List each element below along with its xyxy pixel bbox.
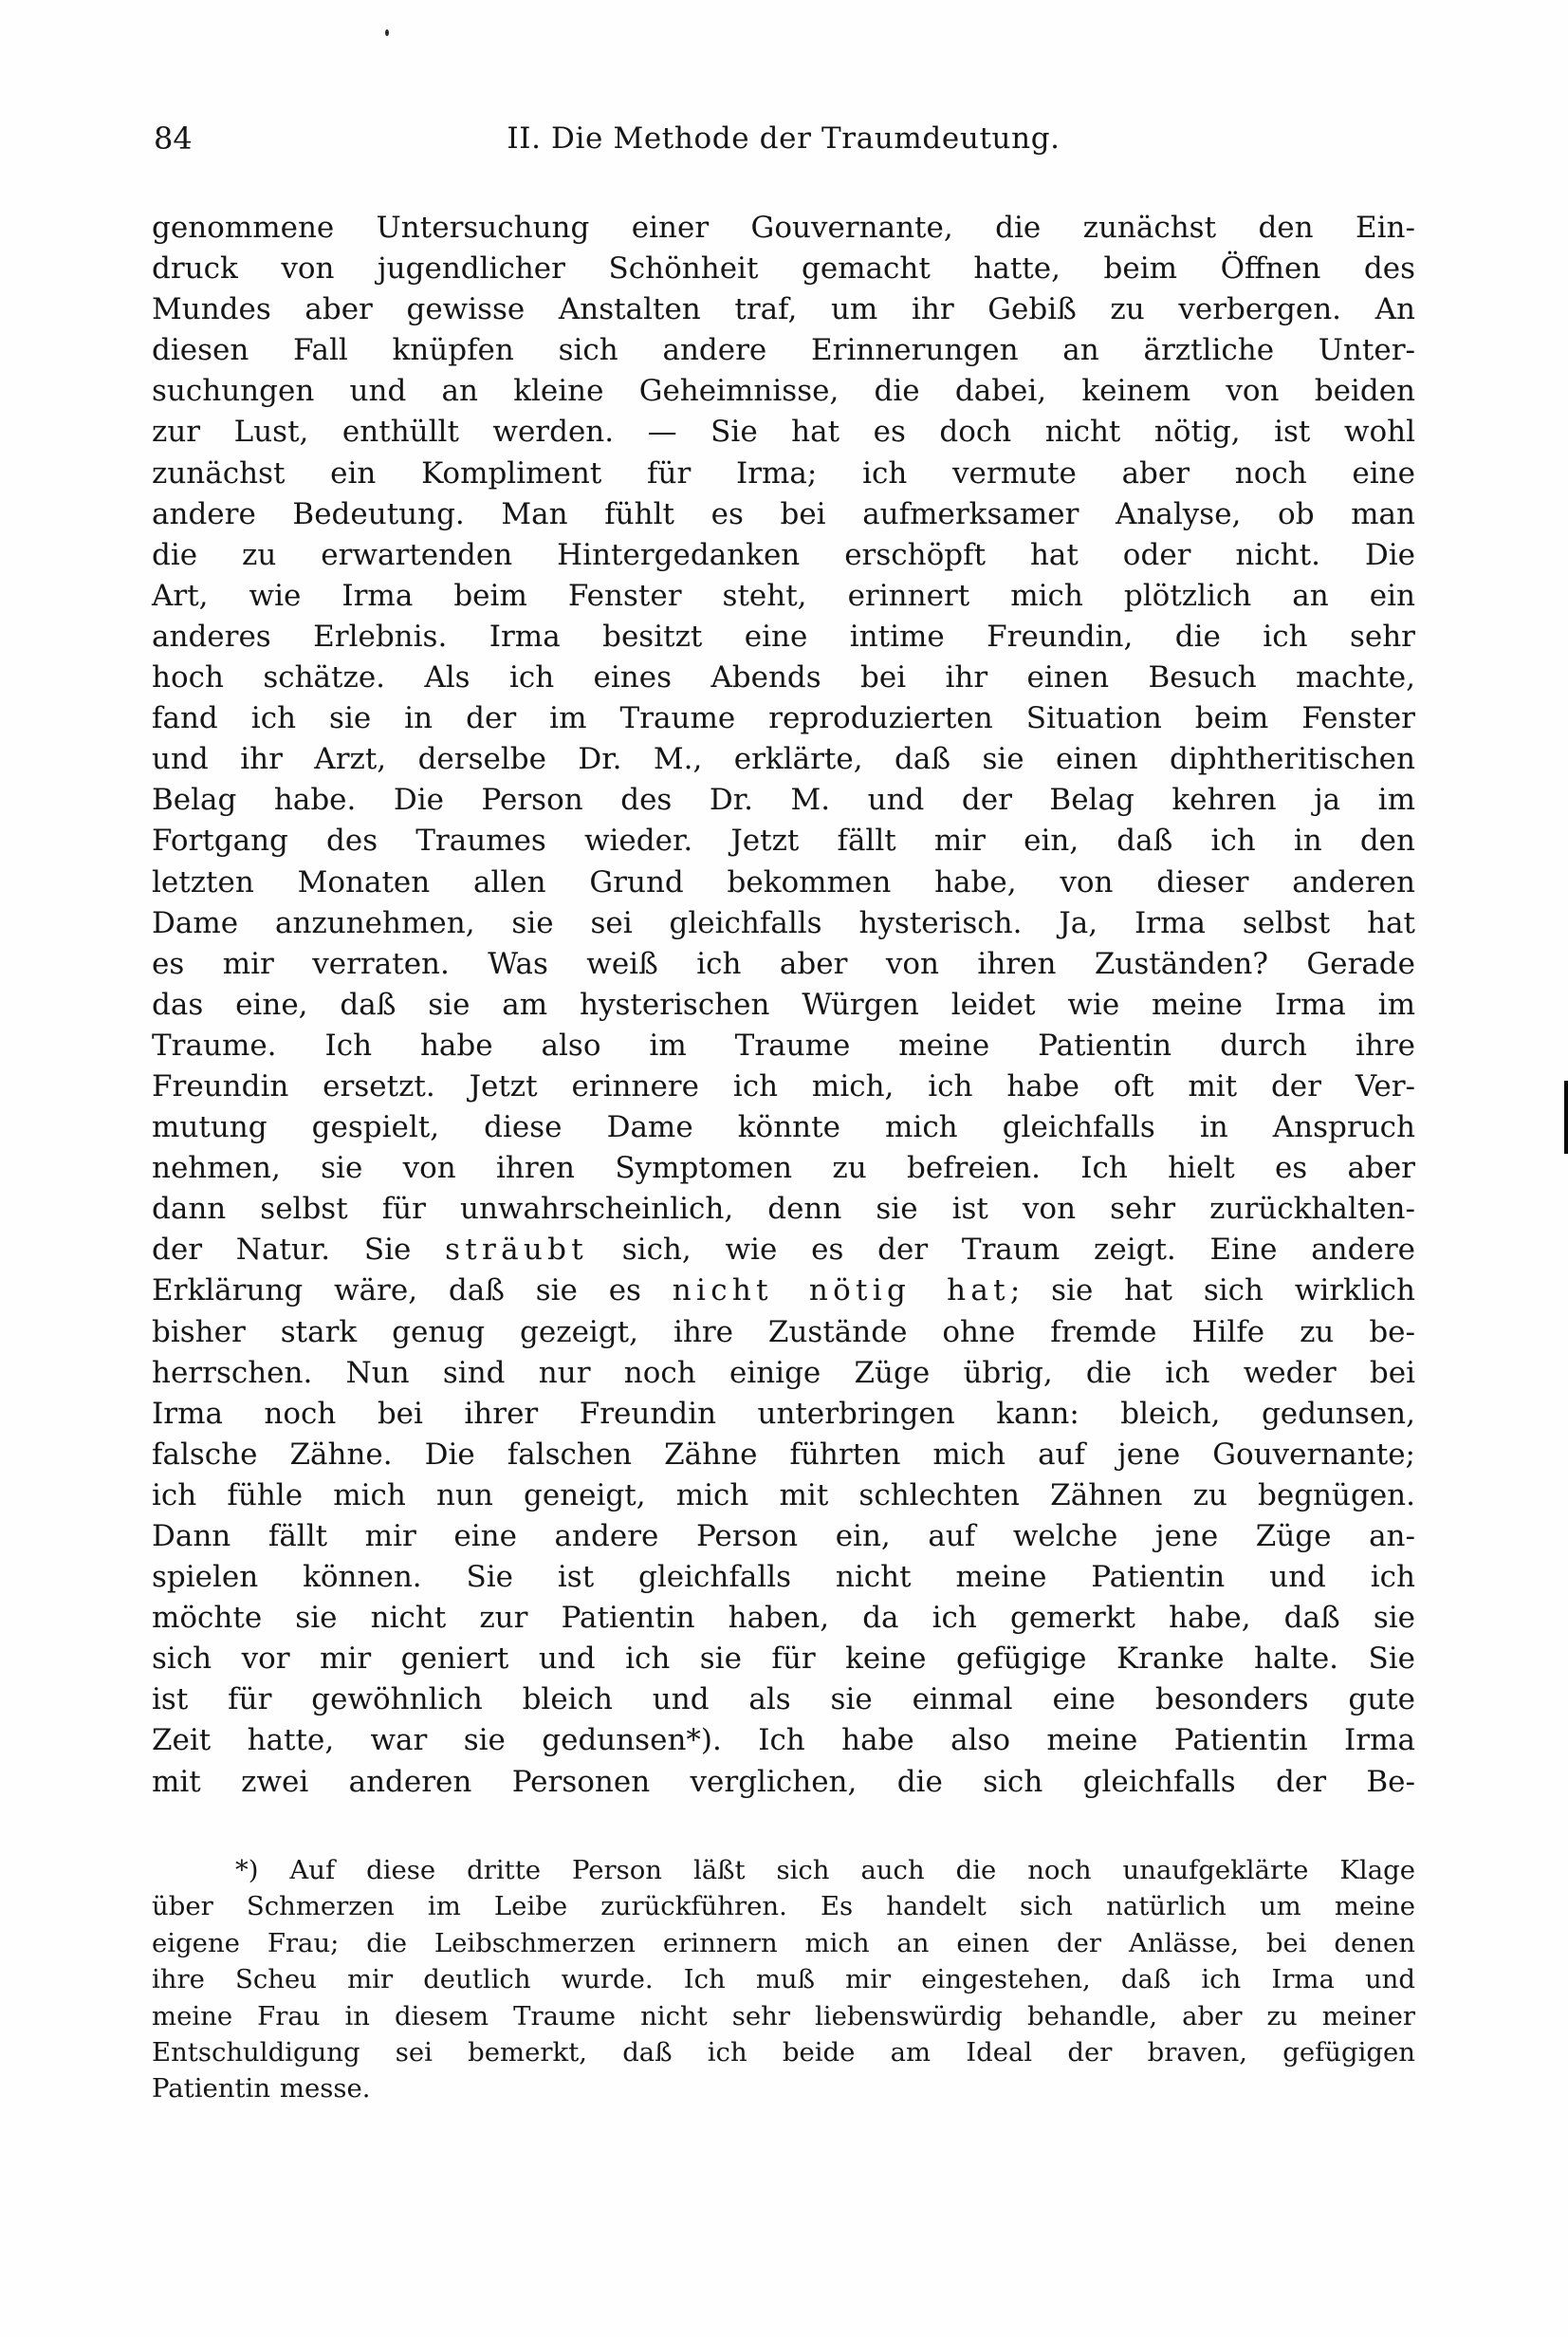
scan-speck bbox=[385, 29, 389, 36]
text-line: herrschen. Nun sind nur noch einige Züge übrig, die ich weder bei bbox=[152, 1355, 1415, 1390]
text-line: das eine, daß sie am hysterischen Würgen leidet wie meine Irma im bbox=[152, 987, 1415, 1022]
text-line: sich vor mir geniert und ich sie für keine gefügige Kranke halte. Sie bbox=[152, 1641, 1415, 1677]
page-header bbox=[152, 121, 1415, 156]
text-line: Dann fällt mir eine andere Person ein, auf welche jene Züge an- bbox=[152, 1519, 1415, 1553]
text-line: die zu erwartenden Hintergedanken erschöpft hat oder nicht. Die bbox=[152, 537, 1415, 572]
footnote bbox=[152, 1852, 1415, 2107]
text-line: andere Bedeutung. Man fühlt es bei aufmerksamer Analyse, ob man bbox=[152, 496, 1415, 531]
text-line: Traume. Ich habe also im Traume meine Patientin durch ihre bbox=[152, 1028, 1415, 1063]
text-line: meine Frau in diesem Traume nicht sehr liebenswürdig behandle, aber zu meiner bbox=[152, 2000, 1415, 2031]
text-line: Fortgang des Traumes wieder. Jetzt fällt mir ein, daß ich in den bbox=[152, 824, 1415, 859]
text-line: Irma noch bei ihrer Freundin unterbringen kann: bleich, gedunsen, bbox=[152, 1396, 1415, 1431]
text-line: möchte sie nicht zur Patientin haben, da ich gemerkt habe, daß sie bbox=[152, 1601, 1415, 1636]
text-line: druck von jugendlicher Schönheit gemacht hatte, beim Öffnen des bbox=[152, 251, 1415, 287]
text-line: Freundin ersetzt. Jetzt erinnere ich mich, ich habe oft mit der Ver- bbox=[152, 1068, 1415, 1104]
text-line: spielen können. Sie ist gleichfalls nicht meine Patientin und ich bbox=[152, 1560, 1415, 1595]
text-line: es mir verraten. Was weiß ich aber von ihren Zuständen? Gerade bbox=[152, 946, 1415, 981]
text-line: über Schmerzen im Leibe zurückführen. Es handelt sich natürlich um meine bbox=[152, 1891, 1415, 1922]
text-line: zur Lust, enthüllt werden. — Sie hat es doch nicht nötig, ist wohl bbox=[152, 415, 1415, 450]
text-line: dann selbst für unwahrscheinlich, denn sie ist von sehr zurückhalten- bbox=[152, 1192, 1415, 1227]
text-line: zunächst ein Kompliment für Irma; ich vermute aber noch eine bbox=[152, 455, 1415, 491]
page-number: 84 bbox=[154, 121, 193, 157]
text-line: Dame anzunehmen, sie sei gleichfalls hysterisch. Ja, Irma selbst hat bbox=[152, 905, 1415, 940]
text-line: *) Auf diese dritte Person läßt sich auch die noch unaufgeklärte Klage bbox=[235, 1855, 1415, 1885]
text-line: eigene Frau; die Leibschmerzen erinnern mich an einen der Anlässe, bei denen bbox=[152, 1927, 1415, 1958]
text-line: und ihr Arzt, derselbe Dr. M., erklärte, daß sie einen diphtheritischen bbox=[152, 742, 1415, 777]
text-line: falsche Zähne. Die falschen Zähne führten mich auf jene Gouvernante; bbox=[152, 1437, 1415, 1472]
text-line: Mundes aber gewisse Anstalten traf, um ihr Gebiß zu verbergen. An bbox=[152, 292, 1415, 327]
text-line: Entschuldigung sei bemerkt, daß ich beide am Ideal der braven, gefügigen bbox=[152, 2037, 1415, 2068]
text-line: fand ich sie in der im Traume reproduzierten Situation beim Fenster bbox=[152, 701, 1415, 736]
text-line: Belag habe. Die Person des Dr. M. und der Belag kehren ja im bbox=[152, 783, 1415, 818]
text-line: bisher stark genug gezeigt, ihre Zustände ohne fremde Hilfe zu be- bbox=[152, 1314, 1415, 1349]
text-line: Erklärung wäre, daß sie es nicht nötig hat; sie hat sich wirklich bbox=[152, 1273, 1415, 1308]
text-line: Art, wie Irma beim Fenster steht, erinnert mich plötzlich an ein bbox=[152, 578, 1415, 613]
text-line: letzten Monaten allen Grund bekommen habe, von dieser anderen bbox=[152, 864, 1415, 900]
text-line: Zeit hatte, war sie gedunsen*). Ich habe also meine Patientin Irma bbox=[152, 1723, 1415, 1758]
text-line: suchungen und an kleine Geheimnisse, die dabei, keinem von beiden bbox=[152, 374, 1415, 409]
text-line: Patientin messe. bbox=[152, 2073, 371, 2105]
text-line: ich fühle mich nun geneigt, mich mit schlechten Zähnen zu begnügen. bbox=[152, 1477, 1415, 1512]
text-line: hoch schätze. Als ich eines Abends bei ihr einen Besuch machte, bbox=[152, 660, 1415, 696]
running-title: II. Die Methode der Traumdeutung. bbox=[507, 121, 1061, 156]
text-line: nehmen, sie von ihren Symptomen zu befreien. Ich hielt es aber bbox=[152, 1151, 1415, 1186]
text-line: genommene Untersuchung einer Gouvernante, die zunächst den Ein- bbox=[152, 211, 1415, 245]
text-line: diesen Fall knüpfen sich andere Erinnerungen an ärztliche Unter- bbox=[152, 333, 1415, 368]
text-line: der Natur. Sie sträubt sich, wie es der Traum zeigt. Eine andere bbox=[152, 1233, 1415, 1268]
main-text bbox=[152, 208, 1415, 1803]
text-line: anderes Erlebnis. Irma besitzt eine intime Freundin, die ich sehr bbox=[152, 619, 1415, 654]
text-line: mit zwei anderen Personen verglichen, die sich gleichfalls der Be- bbox=[152, 1764, 1415, 1799]
text-line: mutung gespielt, diese Dame könnte mich gleichfalls in Anspruch bbox=[152, 1110, 1415, 1145]
text-line: ihre Scheu mir deutlich wurde. Ich muß mir eingestehen, daß ich Irma und bbox=[152, 1964, 1415, 1995]
text-line: ist für gewöhnlich bleich und als sie einmal eine besonders gute bbox=[152, 1682, 1415, 1717]
scan-edge-artifact bbox=[1564, 1081, 1568, 1154]
